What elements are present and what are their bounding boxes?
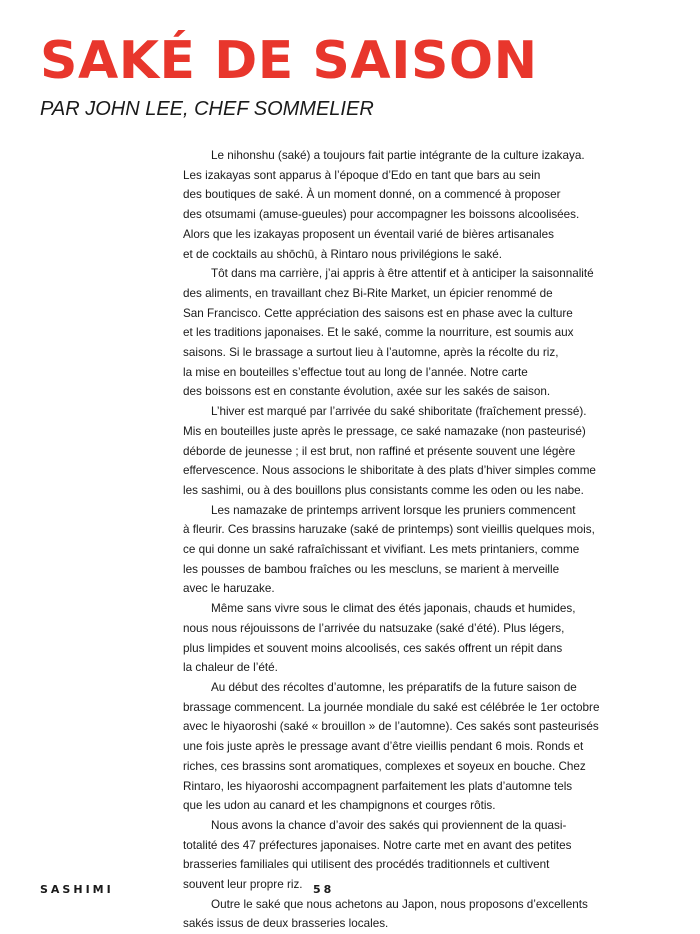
text-line: Le nihonshu (saké) a toujours fait partie intégrante de la culture izakaya. (211, 149, 585, 162)
text-line: des boissons est en constante évolution, axée sur les sakés de saison. (183, 385, 551, 399)
text-line: saisons. Si le brassage a surtout lieu à l’automne, après la récolte du riz, (183, 346, 559, 360)
text-line: Alors que les izakayas proposent un éventail varié de bières artisanales (183, 227, 554, 241)
text-line: Nous avons la chance d’avoir des sakés qui proviennent de la quasi- (211, 818, 567, 832)
text-line: totalité des 47 préfectures japonaises. Notre carte met en avant des petites (183, 838, 572, 852)
text-line: Mis en bouteilles juste après le pressage, ce saké namazake (non pasteurisé) (183, 424, 586, 438)
article-body (183, 146, 615, 934)
text-line: Tôt dans ma carrière, j’ai appris à être attentif et à anticiper la saisonnalité (211, 267, 594, 281)
text-line: la chaleur de l’été. (183, 661, 278, 675)
paragraph-local (183, 895, 615, 934)
article-title: SAKÉ DE SAISON (40, 31, 538, 91)
text-line: brassage commencent. La journée mondiale du saké est célébrée le 1er octobre (183, 700, 600, 714)
text-line: déborde de jeunesse ; il est brut, non raffiné et présente souvent une légère (183, 444, 576, 458)
text-line: riches, ces brassins sont aromatiques, complexes et soyeux en bouche. Chez (183, 759, 586, 773)
text-line: effervescence. Nous associons le shiboritate à des plats d’hiver simples comme (183, 464, 596, 478)
paragraph-autumn (183, 678, 615, 816)
text-line: Au début des récoltes d’automne, les préparatifs de la future saison de (211, 680, 577, 694)
paragraph-summer (183, 599, 615, 678)
text-line: que les udon au canard et les champignons et courges rôtis. (183, 799, 496, 813)
text-line: souvent leur propre riz. (183, 878, 303, 892)
paragraph-intro (183, 146, 615, 264)
text-line: des boutiques de saké. À un moment donné, on a commencé à proposer (183, 188, 561, 202)
text-line: San Francisco. Cette appréciation des saisons est en phase avec la culture (183, 306, 573, 320)
text-line: Même sans vivre sous le climat des étés japonais, chauds et humides, (211, 602, 576, 616)
text-line: ce qui donne un saké rafraîchissant et vivifiant. Les mets printaniers, comme (183, 543, 580, 557)
text-line: les sashimi, ou à des bouillons plus consistants comme les oden ou les nabe. (183, 483, 584, 497)
text-line: plus limpides et souvent moins alcoolisés, ces sakés offrent un répit dans (183, 641, 563, 655)
text-line: avec le hiyaoroshi (saké « brouillon » de l’automne). Ces sakés sont pasteurisés (183, 720, 599, 734)
text-line: L’hiver est marqué par l’arrivée du saké shiboritate (fraîchement pressé). (211, 405, 587, 419)
text-line: et de cocktails au shōchū, à Rintaro nous privilégions le saké. (183, 247, 502, 261)
paragraph-prefectures (183, 816, 615, 895)
text-line: une fois juste après le pressage avant d’être vieillis pendant 6 mois. Ronds et (183, 740, 584, 754)
paragraph-spring (183, 501, 615, 600)
text-line: des aliments, en travaillant chez Bi-Rite Market, un épicier renommé de (183, 286, 553, 300)
text-line: à fleurir. Ces brassins haruzake (saké de printemps) sont vieillis quelques mois, (183, 523, 595, 537)
text-line: et les traditions japonaises. Et le saké, comme la nourriture, est soumis aux (183, 326, 574, 340)
text-line: nous nous réjouissons de l’arrivée du natsuzake (saké d’été). Plus légers, (183, 621, 565, 635)
text-line: les pousses de bambou fraîches ou les mescluns, se marient à merveille (183, 562, 560, 576)
text-line: Rintaro, les hiyaoroshi accompagnent parfaitement les plats d’automne tels (183, 779, 573, 793)
footer-section-name: SASHIMI (40, 883, 114, 896)
text-line: Les izakayas sont apparus à l’époque d’Edo en tant que bars au sein (183, 168, 541, 182)
text-line: Les namazake de printemps arrivent lorsque les pruniers commencent (211, 503, 576, 517)
article-byline: PAR JOHN LEE, CHEF SOMMELIER (40, 98, 374, 120)
text-line: la mise en bouteilles s’effectue tout au long de l’année. Notre carte (183, 365, 528, 379)
text-line: Outre le saké que nous achetons au Japon, nous proposons d’excellents (211, 897, 588, 911)
text-line: brasseries familiales qui utilisent des procédés traditionnels et cultivent (183, 858, 550, 872)
page-number: 58 (313, 883, 335, 896)
text-line: avec le haruzake. (183, 582, 275, 596)
paragraph-winter (183, 402, 615, 501)
text-line: des otsumami (amuse-gueules) pour accompagner les boissons alcoolisées. (183, 208, 580, 222)
paragraph-seasonality (183, 264, 615, 402)
text-line: sakés issus de deux brasseries locales. (183, 917, 389, 931)
